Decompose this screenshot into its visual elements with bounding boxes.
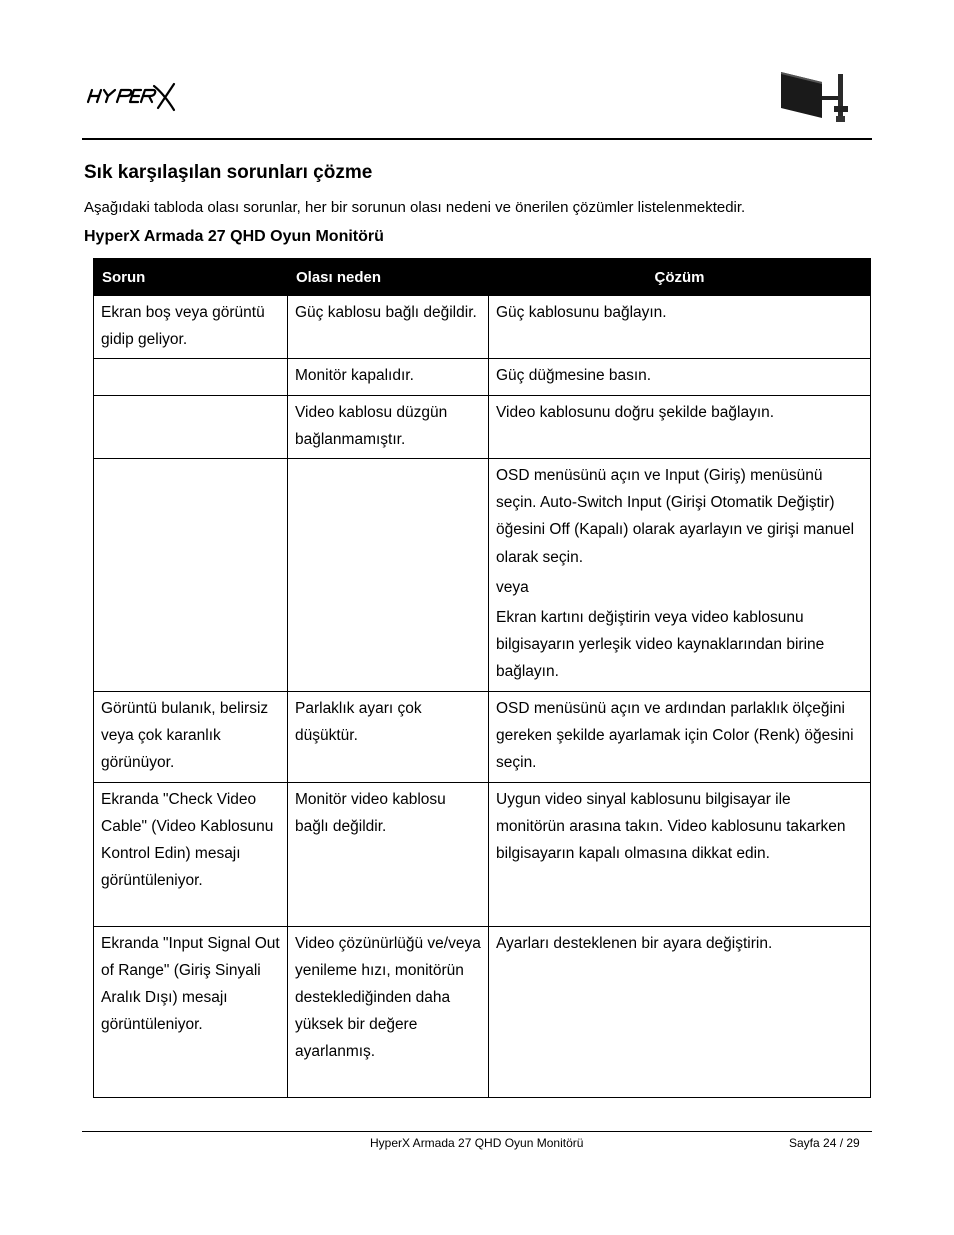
solution-cell <box>489 926 871 1097</box>
problem-cell: Görüntü bulanık, belirsiz veya çok karanlık görünüyor. <box>94 692 288 783</box>
page-title: Sık karşılaşılan sorunları çözme <box>84 162 373 183</box>
table-title: HyperX Armada 27 QHD Oyun Monitörü <box>84 228 384 245</box>
footer-page-number: Sayfa 24 / 29 <box>789 1136 860 1150</box>
table-row <box>94 359 871 395</box>
header-rule <box>82 138 872 140</box>
col-header-problem: Sorun <box>94 259 288 296</box>
table-row <box>94 296 871 359</box>
problem-cell <box>94 395 288 458</box>
footer-document-title: HyperX Armada 27 QHD Oyun Monitörü <box>370 1136 584 1150</box>
table-row <box>94 459 871 692</box>
table-row <box>94 395 871 458</box>
cause-cell: Video çözünürlüğü ve/veya yenileme hızı, monitörün desteklediğinden daha yüksek bir değere ayarlanmış. <box>288 926 489 1097</box>
monitor-arm-image <box>778 70 852 126</box>
table-header-row <box>94 259 871 296</box>
cause-cell: Parlaklık ayarı çok düşüktür. <box>288 692 489 783</box>
table-row <box>94 926 871 1097</box>
solution-cell <box>489 692 871 783</box>
problem-cell: Ekranda "Check Video Cable" (Video Kablosunu Kontrol Edin) mesajı görüntüleniyor. <box>94 782 288 926</box>
solution-text: Güç kablosunu bağlayın. <box>496 304 667 321</box>
cause-cell: Güç kablosu bağlı değildir. <box>288 296 489 359</box>
footer-rule <box>82 1131 872 1132</box>
solution-cell <box>489 359 871 395</box>
solution-cell <box>489 296 871 359</box>
solution-text: Uygun video sinyal kablosunu bilgisayar ile monitörün arasına takın. Video kablosunu takarken bilgisayarın kapalı olmasına dikkat edin. <box>496 790 846 863</box>
solution-cell <box>489 782 871 926</box>
col-header-cause: Olası neden <box>288 259 489 296</box>
solution-text: OSD menüsünü açın ve ardından parlaklık ölçeğini gereken şekilde ayarlamak için Color (Renk) öğesini seçin. <box>496 700 854 772</box>
problem-cell: Ekranda "Input Signal Out of Range" (Giriş Sinyali Aralık Dışı) mesajı görüntüleniyor. <box>94 926 288 1097</box>
solution-or-text: veya <box>496 578 529 596</box>
troubleshooting-table <box>93 258 871 1098</box>
solution-text: Ekran kartını değiştirin veya video kablosunu bilgisayarın yerleşik video kaynaklarından birine bağlayın. <box>496 609 825 681</box>
cause-cell <box>288 459 489 692</box>
problem-cell <box>94 359 288 395</box>
problem-cell <box>94 459 288 692</box>
cause-cell: Video kablosu düzgün bağlanmamıştır. <box>288 395 489 458</box>
cause-cell: Monitör kapalıdır. <box>288 359 489 395</box>
problem-cell: Ekran boş veya görüntü gidip geliyor. <box>94 296 288 359</box>
solution-cell <box>489 459 871 692</box>
solution-text: Video kablosunu doğru şekilde bağlayın. <box>496 403 775 421</box>
hyperx-logo <box>84 80 184 114</box>
solution-cell <box>489 395 871 458</box>
col-header-solution: Çözüm <box>489 259 871 296</box>
cause-cell: Monitör video kablosu bağlı değildir. <box>288 782 489 926</box>
solution-text: Ayarları desteklenen bir ayara değiştirin. <box>496 934 773 952</box>
intro-text: Aşağıdaki tabloda olası sorunlar, her bir sorunun olası nedeni ve önerilen çözümler listelenmektedir. <box>84 199 746 216</box>
table-row <box>94 782 871 926</box>
solution-text: Güç düğmesine basın. <box>496 367 652 385</box>
table-row <box>94 692 871 783</box>
solution-text: OSD menüsünü açın ve Input (Giriş) menüsünü seçin. Auto-Switch Input (Girişi Otomatik Değiştir) öğesini Off (Kapalı) olarak ayarlayın ve girişi manuel olarak seçin. <box>496 467 855 566</box>
